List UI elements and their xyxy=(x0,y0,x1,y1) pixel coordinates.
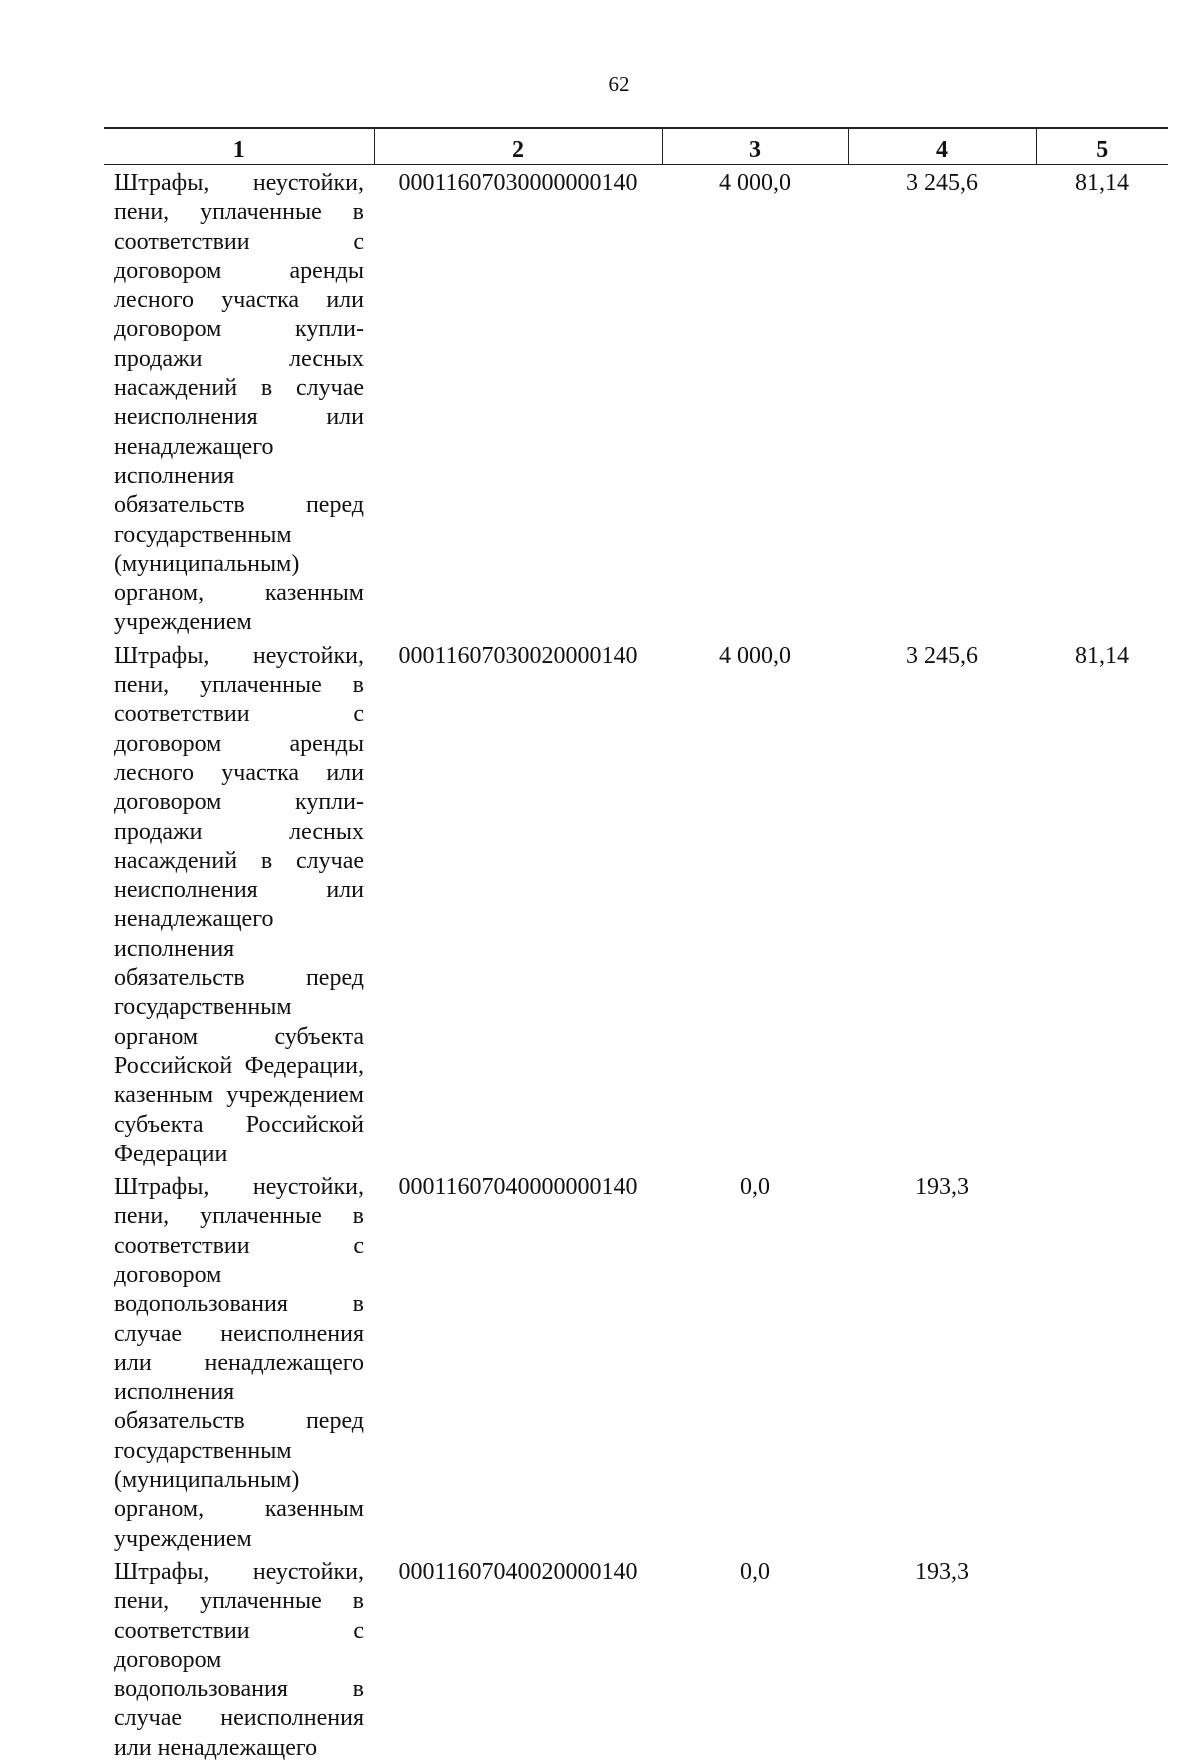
header-col-1: 1 xyxy=(104,128,374,165)
row-code: 00011607040000000140 xyxy=(374,1169,662,1554)
row-col5-value xyxy=(1036,1554,1168,1763)
row-col4-value: 193,3 xyxy=(848,1169,1036,1554)
row-col3-value: 0,0 xyxy=(662,1554,848,1763)
row-col3-value: 4 000,0 xyxy=(662,638,848,1169)
table-row xyxy=(104,165,1168,638)
header-row xyxy=(104,128,1168,165)
row-col3-value: 4 000,0 xyxy=(662,165,848,638)
row-col3-value: 0,0 xyxy=(662,1169,848,1554)
row-description: Штрафы, неустойки, пени, уплаченные в соответствии с договором водопользования в случае неисполнения или ненадлежащего xyxy=(104,1554,374,1763)
row-description: Штрафы, неустойки, пени, уплаченные в соответствии с договором аренды лесного участка или договором купли-продажи лесных насаждений в случае неисполнения или ненадлежащего исполнения обязательств перед государственным органом субъекта Российской Федерации, казенным учреждением субъекта Российской Федерации xyxy=(104,638,374,1169)
header-col-4: 4 xyxy=(848,128,1036,165)
header-col-2: 2 xyxy=(374,128,662,165)
row-description: Штрафы, неустойки, пени, уплаченные в соответствии с договором аренды лесного участка или договором купли-продажи лесных насаждений в случае неисполнения или ненадлежащего исполнения обязательств перед государственным (муниципальным) органом, казенным учреждением xyxy=(104,165,374,638)
table-header xyxy=(104,128,1168,165)
row-code: 00011607030000000140 xyxy=(374,165,662,638)
row-col5-value xyxy=(1036,1169,1168,1554)
header-col-5: 5 xyxy=(1036,128,1168,165)
row-description: Штрафы, неустойки, пени, уплаченные в соответствии с договором водопользования в случае неисполнения или ненадлежащего исполнения обязательств перед государственным (муниципальным) органом, казенным учреждением xyxy=(104,1169,374,1554)
row-col5-value: 81,14 xyxy=(1036,165,1168,638)
row-col5-value: 81,14 xyxy=(1036,638,1168,1169)
table-row xyxy=(104,1554,1168,1763)
row-col4-value: 193,3 xyxy=(848,1554,1036,1763)
revenue-table xyxy=(104,127,1168,1763)
page-number: 62 xyxy=(0,72,1200,97)
table-body xyxy=(104,165,1168,1763)
row-code: 00011607040020000140 xyxy=(374,1554,662,1763)
table-row xyxy=(104,1169,1168,1554)
row-col4-value: 3 245,6 xyxy=(848,165,1036,638)
header-col-3: 3 xyxy=(662,128,848,165)
table-row xyxy=(104,638,1168,1169)
row-col4-value: 3 245,6 xyxy=(848,638,1036,1169)
row-code: 00011607030020000140 xyxy=(374,638,662,1169)
